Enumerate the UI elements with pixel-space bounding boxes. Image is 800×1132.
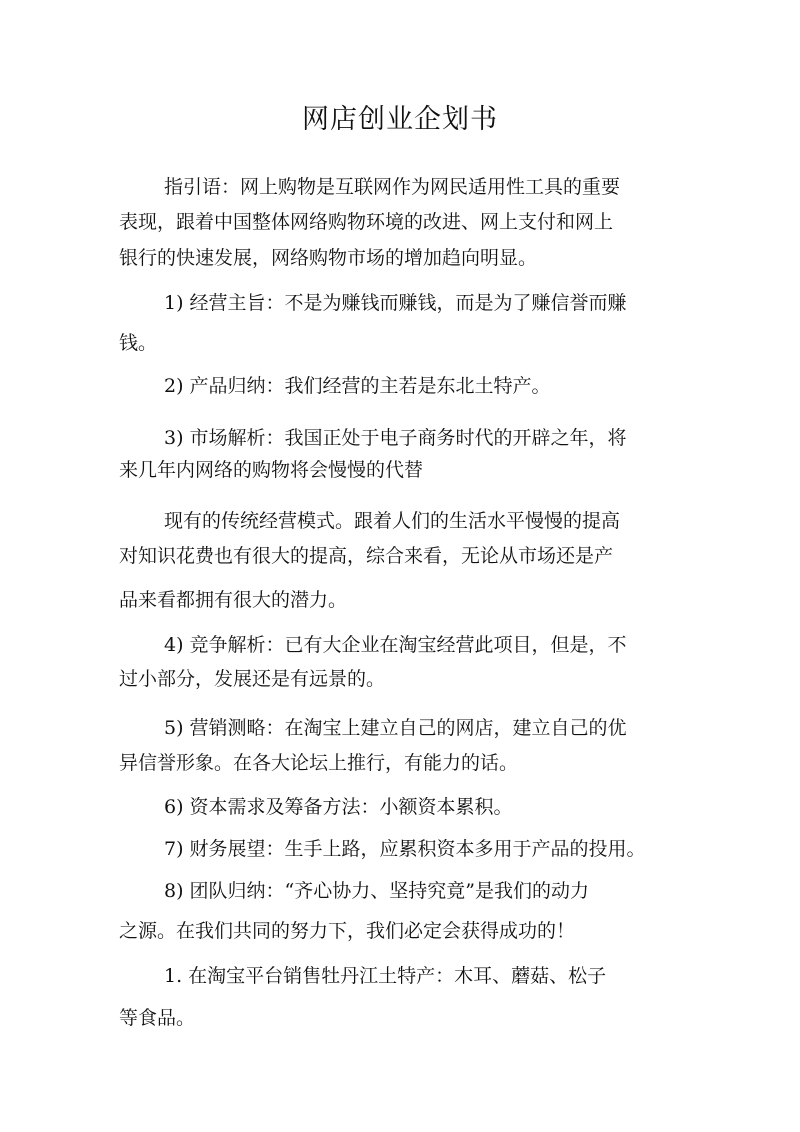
intro-line-3: 银行的快速发展，网络购物市场的增加趋向明显。 [119,247,538,269]
item-5-line-2: 异信誉形象。在各大论坛上推行，有能力的话。 [119,752,519,774]
item-3-line-1: 3) 市场解析：我国正处于电子商务时代的开辟之年，将 [164,427,627,449]
item-5-line-1: 5) 营销测略：在淘宝上建立自己的网店，建立自己的优 [164,717,627,739]
item-3-line-2: 来几年内网络的购物将会慢慢的代替 [119,459,424,481]
item-2-line-1: 2) 产品归纳：我们经营的主若是东北土特产。 [164,375,551,397]
intro-line-1: 指引语：网上购物是互联网作为网民适用性工具的重要 [164,176,621,198]
intro-line-2: 表现，跟着中国整体网络购物环境的改进、网上支付和网上 [119,211,614,233]
numbered-item-1-line-2: 等食品。 [119,1007,196,1029]
item-3-cont-line-1: 现有的传统经营模式。跟着人们的生活水平慢慢的提高 [164,510,621,532]
item-7-line-1: 7) 财务展望：生手上路，应累积资本多用于产品的投用。 [164,838,646,860]
item-3-cont-line-2: 对知识花费也有很大的提高，综合来看，无论从市场还是产 [119,545,614,567]
item-4-line-2: 过小部分，发展还是有远景的。 [119,668,386,690]
numbered-item-1-line-1: 1. 在淘宝平台销售牡丹江土特产：木耳、蘑菇、松子 [164,965,607,987]
item-8-line-1: 8) 团队归纳：“齐心协力、坚持究竟”是我们的动力 [164,880,589,902]
item-1-line-2: 钱。 [119,332,158,354]
document-title: 网店创业企划书 [302,104,498,135]
item-1-line-1: 1) 经营主旨：不是为赚钱而赚钱，而是为了赚信誉而赚 [164,292,627,314]
item-8-line-2: 之源。在我们共同的努力下，我们必定会获得成功的！ [119,920,576,942]
item-6-line-1: 6) 资本需求及筹备方法：小额资本累积。 [164,796,513,818]
item-4-line-1: 4) 竞争解析：已有大企业在淘宝经营此项目，但是，不 [164,634,627,656]
item-3-cont-line-3: 品来看都拥有很大的潜力。 [119,589,348,611]
